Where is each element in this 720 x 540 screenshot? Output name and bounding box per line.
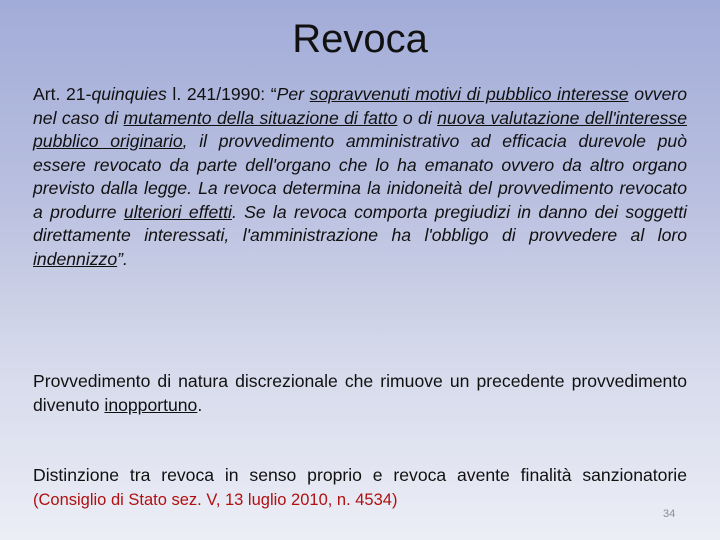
definition-paragraph <box>33 370 687 417</box>
underlined-phrase: inopportuno <box>104 394 198 415</box>
underlined-phrase: nuova valutazione dell'interesse pubblico originario <box>33 107 687 151</box>
underlined-phrase: indennizzo <box>33 248 118 269</box>
article-intro: Art. 21- <box>33 84 92 104</box>
quote-text: ovvero nel caso di <box>33 84 688 128</box>
distinction-paragraph <box>33 464 687 512</box>
underlined-phrase: ulteriori effetti <box>123 201 232 222</box>
quote-text: o di <box>397 107 438 128</box>
article-quote-paragraph <box>33 83 687 271</box>
case-citation: (Consiglio di Stato sez. V, 13 luglio 2010, n. 4534) <box>33 490 398 509</box>
quote-text: Per <box>276 84 310 104</box>
underlined-phrase: sopravvenuti motivi di pubblico interesse <box>309 84 629 104</box>
slide-title: Revoca <box>292 17 428 61</box>
law-reference: l. 241/1990: “ <box>166 84 277 104</box>
quote-text: ”. <box>117 248 128 269</box>
paragraph-text: . <box>197 394 203 415</box>
quote-text: . Se la revoca comporta pregiudizi in danno dei soggetti direttamente interessati, l'amministrazione ha l'obbligo di provvedere al loro <box>33 201 687 245</box>
underlined-phrase: mutamento della situazione di fatto <box>123 107 398 128</box>
article-suffix: quinquies <box>91 84 167 104</box>
page-number: 34 <box>663 508 676 520</box>
quote-text: , il provvedimento amministrativo ad efficacia durevole può essere revocato da parte dell'organo che lo ha emanato ovvero da altro organo previsto dalla legge. La revoca determina la inidoneità del provvedimento revocato a produrre <box>33 131 687 222</box>
paragraph-text: Provvedimento di natura discrezionale che rimuove un precedente provvedimento divenuto <box>33 371 687 415</box>
paragraph-text: Distinzione tra revoca in senso proprio e revoca avente finalità sanzionatorie <box>33 465 687 485</box>
